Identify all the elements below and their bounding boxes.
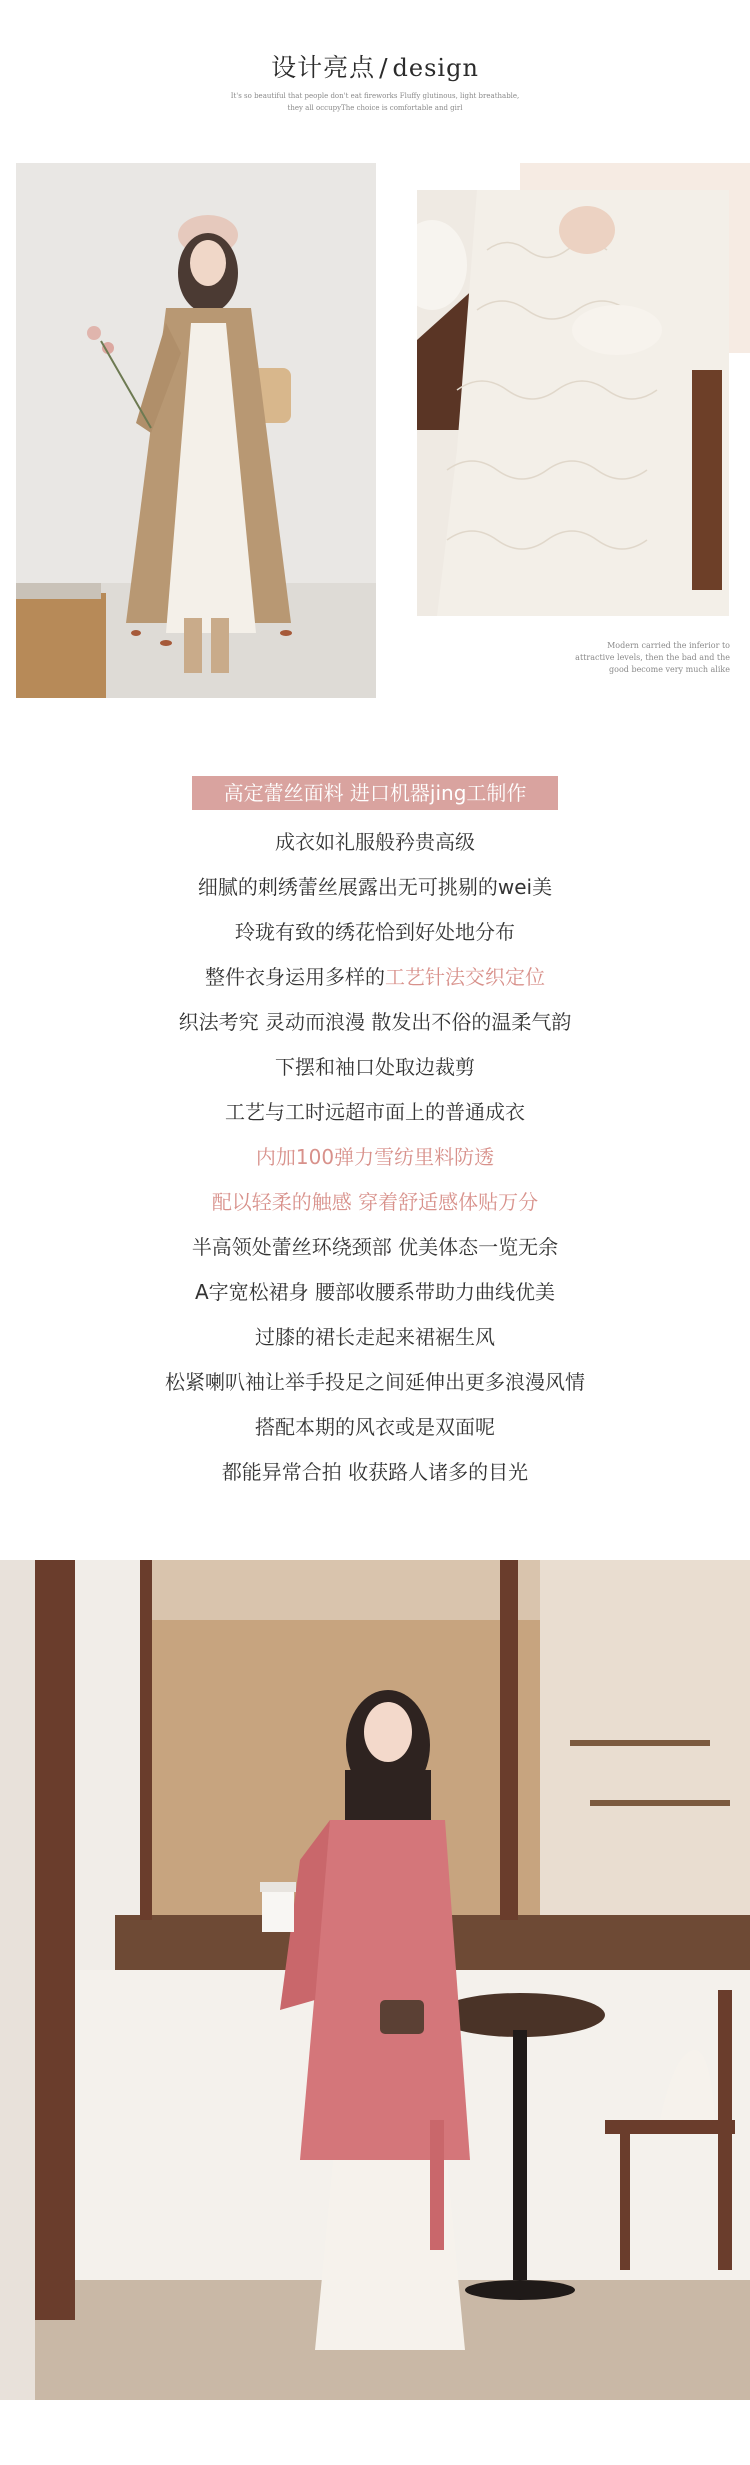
copy-line: 工艺与工时远超市面上的普通成衣: [225, 1100, 525, 1124]
copy-line: 成衣如礼服般矜贵高级: [275, 830, 475, 854]
copy-line: 下摆和袖口处取边裁剪: [275, 1055, 475, 1079]
copy-line: 半高领处蕾丝环绕颈部 优美体态一览无余: [191, 1235, 559, 1259]
copy-line: 过膝的裙长走起来裙裾生风: [255, 1325, 495, 1349]
copy-line: 搭配本期的风衣或是双面呢: [255, 1415, 495, 1439]
copy-line-accent: 工艺针法交织定位: [385, 965, 545, 989]
copy-line: 细腻的刺绣蕾丝展露出无可挑剔的wei美: [197, 875, 553, 899]
copy-line: 玲珑有致的绣花恰到好处地分布: [235, 920, 515, 944]
copy-line-accent-full: 配以轻柔的触感 穿着舒适感体贴万分: [211, 1190, 539, 1214]
subtitle-line-2: they all occupyThe choice is comfortable and girl: [287, 104, 463, 112]
copy-line: 织法考究 灵动而浪漫 散发出不俗的温柔气韵: [178, 1010, 572, 1034]
section-title: [0, 48, 750, 84]
photo-caption: [470, 640, 730, 676]
product-photo-trench-coat: [16, 163, 376, 698]
copy-line-prefix: 整件衣身运用多样的: [205, 965, 385, 989]
copy-line-mixed: [0, 962, 750, 992]
copy-line: 松紧喇叭袖让举手投足之间延伸出更多浪漫风情: [165, 1370, 585, 1394]
caption-line-1: Modern carried the inferior to: [607, 641, 730, 650]
copy-line-accent-full: 内加100弹力雪纺里料防透: [255, 1145, 495, 1169]
title-separator: /: [379, 53, 389, 82]
subtitle-line-1: It's so beautiful that people don't eat fireworks Fluffy glutinous, light breathable,: [230, 92, 520, 100]
caption-line-3: good become very much alike: [609, 665, 730, 674]
copy-line: A字宽松裙身 腰部收腰系带助力曲线优美: [194, 1280, 556, 1304]
caption-line-2: attractive levels, then the bad and the: [575, 653, 730, 662]
product-photo-pink-coat: [0, 1560, 750, 2400]
title-cn: 设计亮点: [271, 53, 376, 82]
detail-photo-lace: [417, 190, 729, 616]
highlight-banner: 高定蕾丝面料 进口机器jing工制作: [192, 776, 558, 810]
title-en: design: [392, 54, 479, 82]
copy-line: 都能异常合拍 收获路人诸多的目光: [221, 1460, 529, 1484]
